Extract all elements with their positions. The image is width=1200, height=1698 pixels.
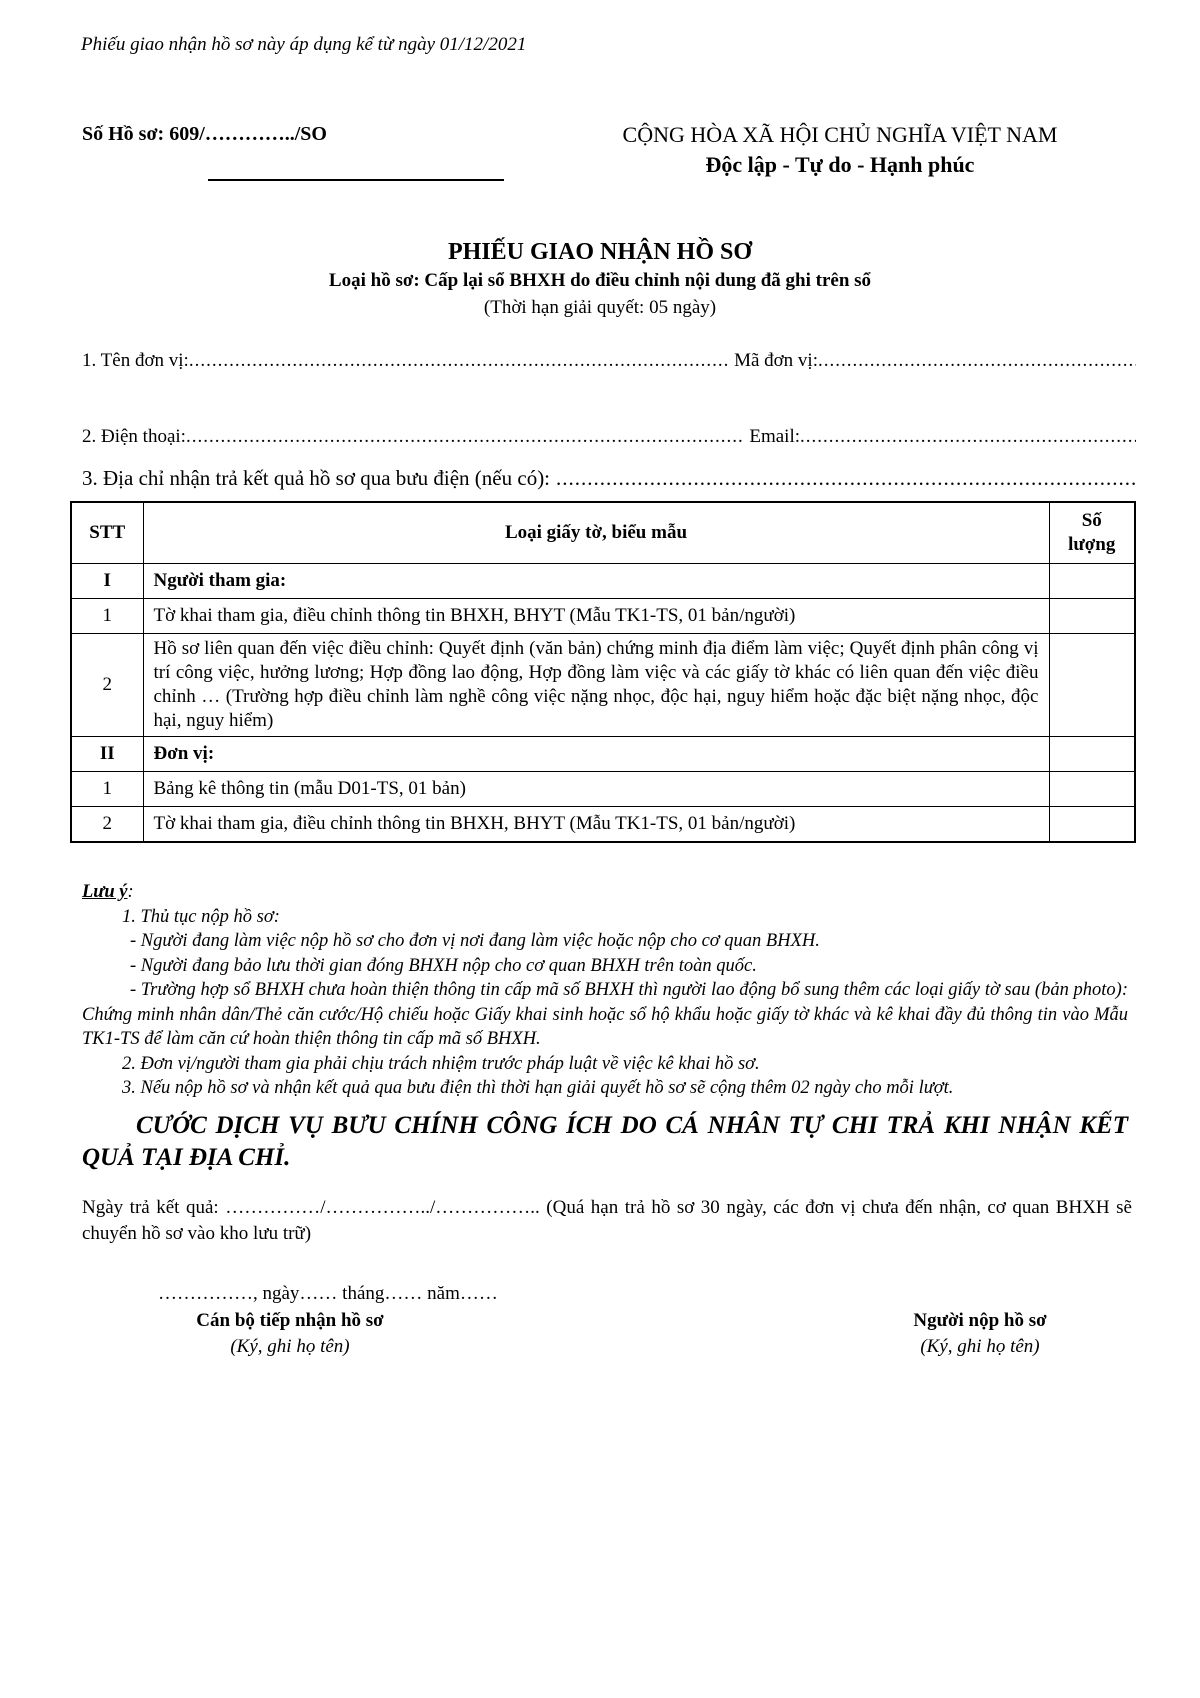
form-notice: Phiếu giao nhận hồ sơ này áp dụng kể từ ngày 01/12/2021 xyxy=(81,34,527,55)
email-label: Email: xyxy=(749,426,800,447)
row-stt: 1 xyxy=(71,772,143,807)
postal-fee-notice: CƯỚC DỊCH VỤ BƯU CHÍNH CÔNG ÍCH DO CÁ NHÂN TỰ CHI TRẢ KHI NHẬN KẾT QUẢ TẠI ĐỊA CHỈ. xyxy=(82,1112,1128,1171)
note-item-3: 3. Nếu nộp hồ sơ và nhận kết quả qua bưu điện thì thời hạn giải quyết hồ sơ sẽ cộng thêm 02 ngày cho mỗi lượt. xyxy=(122,1078,954,1098)
return-date-line: Ngày trả kết quả: ……………/……………../…………….. (Quá hạn trả hồ sơ 30 ngày, các đơn vị chưa đến nhận, cơ quan BHXH sẽ chuyển hồ sơ vào kho lưu trữ) xyxy=(82,1197,1132,1244)
unit-code-field[interactable] xyxy=(818,350,1136,372)
col-header-doc: Loại giấy tờ, biểu mẫu xyxy=(143,502,1049,564)
table-row xyxy=(71,599,1135,634)
row-doc: Tờ khai tham gia, điều chỉnh thông tin BHXH, BHYT (Mẫu TK1-TS, 01 bản/người) xyxy=(143,599,1049,634)
row-stt: 2 xyxy=(71,807,143,843)
signature-date-line: ……………, ngày…… tháng…… năm…… xyxy=(158,1283,498,1304)
document-table xyxy=(70,501,1136,843)
col-header-qty-line2: lượng xyxy=(1068,534,1116,555)
unit-name-field[interactable] xyxy=(189,350,728,372)
row-qty[interactable] xyxy=(1049,737,1135,772)
row-qty[interactable] xyxy=(1049,634,1135,737)
notes-heading-line xyxy=(82,880,1128,905)
row-doc: Bảng kê thông tin (mẫu D01-TS, 01 bản) xyxy=(143,772,1049,807)
row-stt: II xyxy=(71,737,143,772)
nation-motto: Độc lập - Tự do - Hạnh phúc xyxy=(705,152,975,177)
row-stt: I xyxy=(71,564,143,599)
receiver-signature-note: (Ký, ghi họ tên) xyxy=(230,1336,350,1357)
file-number: Số Hồ sơ: 609/…………../SO xyxy=(82,123,327,145)
address-label: 3. Địa chỉ nhận trả kết quả hồ sơ qua bưu điện (nếu có): xyxy=(82,466,551,490)
note-item-1b: - Người đang bảo lưu thời gian đóng BHXH nộp cho cơ quan BHXH trên toàn quốc. xyxy=(130,955,757,976)
file-number-underline xyxy=(208,179,504,181)
table-row xyxy=(71,564,1135,599)
notes-heading: Lưu ý xyxy=(82,882,128,902)
form-subtitle: Loại hồ sơ: Cấp lại sổ BHXH do điều chỉnh nội dung đã ghi trên sổ xyxy=(328,270,872,291)
email-field[interactable] xyxy=(800,426,1136,448)
submitter-signature-title: Người nộp hồ sơ xyxy=(913,1310,1047,1331)
submitter-signature-note: (Ký, ghi họ tên) xyxy=(920,1336,1040,1357)
table-row xyxy=(71,737,1135,772)
table-row xyxy=(71,634,1135,737)
notes-heading-colon: : xyxy=(127,882,134,902)
note-item-1a: - Người đang làm việc nộp hồ sơ cho đơn vị nơi đang làm việc hoặc nộp cho cơ quan BHXH. xyxy=(130,931,820,951)
row-qty[interactable] xyxy=(1049,599,1135,634)
col-header-qty xyxy=(1049,502,1135,564)
receiver-signature-title: Cán bộ tiếp nhận hồ sơ xyxy=(196,1310,384,1331)
form-title: PHIẾU GIAO NHẬN HỒ SƠ xyxy=(447,239,753,265)
phone-field[interactable] xyxy=(186,426,743,448)
row-doc: Đơn vị: xyxy=(143,737,1049,772)
note-item-1: 1. Thủ tục nộp hồ sơ: xyxy=(122,906,280,927)
col-header-qty-line1: Số xyxy=(1081,510,1102,531)
table-row xyxy=(71,772,1135,807)
unit-name-label: 1. Tên đơn vị: xyxy=(82,350,189,371)
row-stt: 1 xyxy=(71,599,143,634)
note-item-1c: - Trường hợp sổ BHXH chưa hoàn thiện thông tin cấp mã số BHXH thì người lao động bổ sung thêm các loại giấy tờ sau (bản photo): Chứng minh nhân dân/Thẻ căn cước/Hộ chiếu hoặc Giấy khai sinh hoặc sổ hộ khẩu hoặc giấy tờ khác và kê khai đầy đủ thông tin vào Mẫu TK1-TS để làm căn cứ hoàn thiện thông tin cấp mã số BHXH. xyxy=(82,980,1128,1049)
row-stt: 2 xyxy=(71,634,143,737)
unit-row xyxy=(82,350,1136,372)
unit-code-label: Mã đơn vị: xyxy=(734,350,818,371)
row-doc: Hồ sơ liên quan đến việc điều chỉnh: Quyết định (văn bản) chứng minh địa điểm làm việc; Quyết định phân công vị trí công việc, hưởng lương; Hợp đồng lao động, Hợp đồng làm việc và các giấy tờ khác có liên quan đến việc điều chỉnh … (Trường hợp điều chỉnh làm nghề công việc nặng nhọc, độc hại, nguy hiểm hoặc đặc biệt nặng nhọc, độc hại, nguy hiểm) xyxy=(143,634,1049,737)
row-doc: Người tham gia: xyxy=(143,564,1049,599)
col-header-stt: STT xyxy=(71,502,143,564)
address-field[interactable] xyxy=(556,466,1136,491)
table-row xyxy=(71,807,1135,843)
row-qty[interactable] xyxy=(1049,772,1135,807)
nation-heading: CỘNG HÒA XÃ HỘI CHỦ NGHĨA VIỆT NAM xyxy=(622,122,1058,147)
notes-section xyxy=(82,880,1128,1101)
address-row xyxy=(82,466,1136,491)
contact-row xyxy=(82,426,1136,448)
row-doc: Tờ khai tham gia, điều chỉnh thông tin BHXH, BHYT (Mẫu TK1-TS, 01 bản/người) xyxy=(143,807,1049,843)
phone-label: 2. Điện thoại: xyxy=(82,426,186,447)
row-qty[interactable] xyxy=(1049,807,1135,843)
note-item-2: 2. Đơn vị/người tham gia phải chịu trách nhiệm trước pháp luật về việc kê khai hồ sơ. xyxy=(122,1053,760,1074)
processing-deadline: (Thời hạn giải quyết: 05 ngày) xyxy=(483,297,717,318)
row-qty[interactable] xyxy=(1049,564,1135,599)
